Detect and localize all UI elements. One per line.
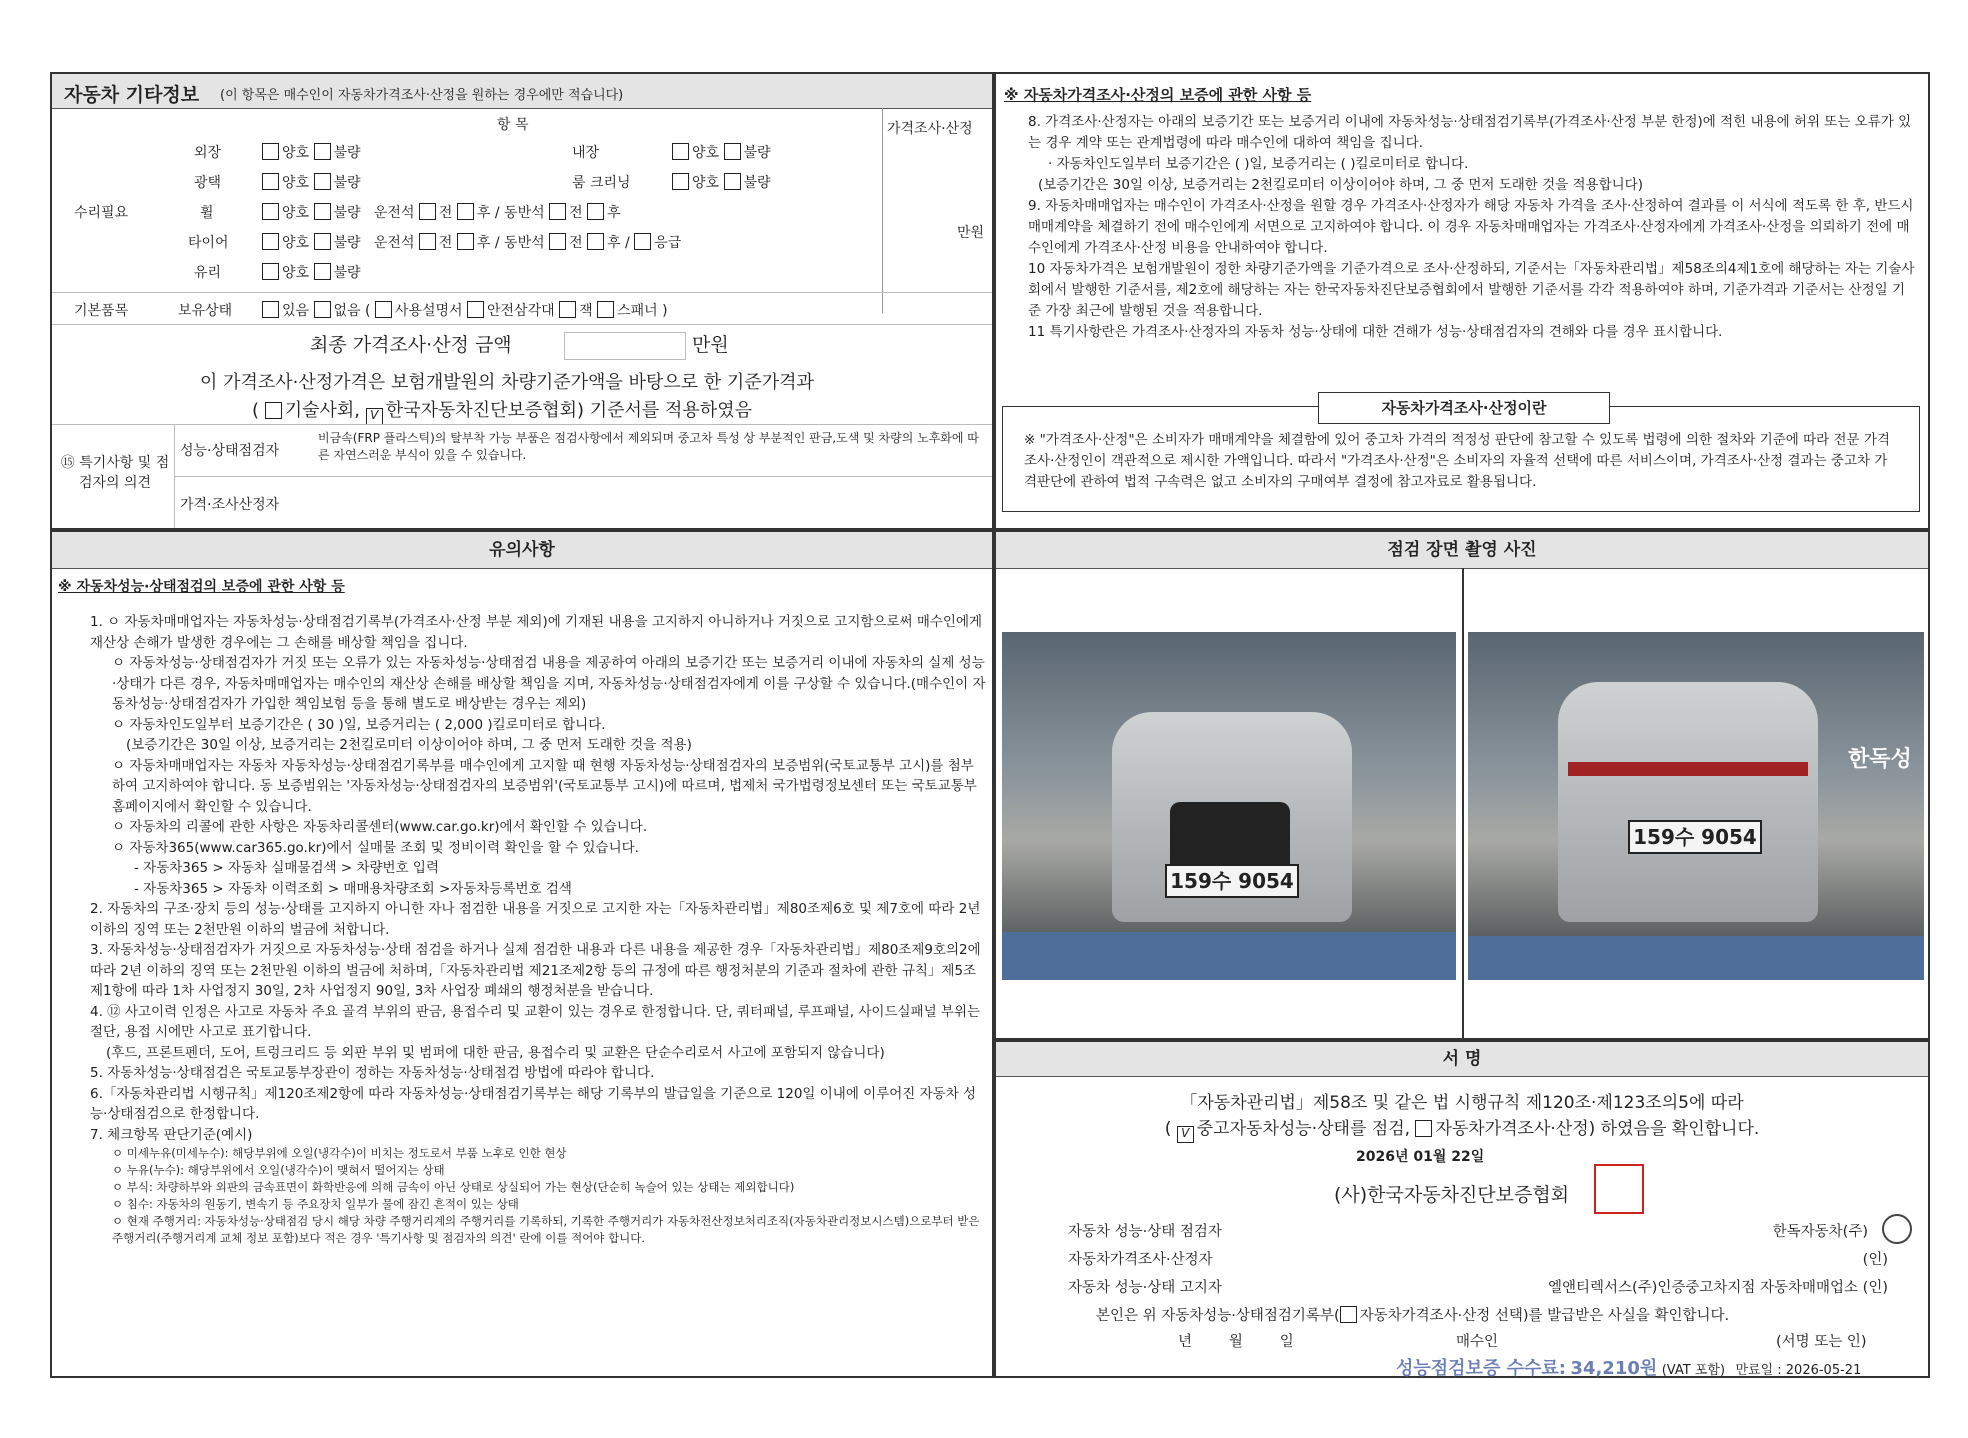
other-info-title: 자동차 기타정보 [64, 84, 200, 106]
repair-label: 수리필요 [74, 205, 129, 221]
final-price-unit: 만원 [692, 334, 729, 356]
fee-label: 성능점검보증 수수료: [1396, 1358, 1566, 1379]
basic-items-options: 있음 없음 ( 사용설명서 안전삼각대 잭 스패너 ) [262, 300, 668, 320]
inspector-label: 성능·상태점검자 [180, 443, 280, 459]
inspector-note: 비금속(FRP 플라스틱)의 탈부착 가능 부품은 점검사항에서 제외되며 중고차 특성 상 부분적인 판금,도색 및 차량의 노후화에 따른 자연스러운 부식이 있을 수 있습니다. [318, 431, 979, 462]
price-header: 가격조사·산정 [887, 121, 973, 137]
price-guarantee-title: ※ 자동차가격조사·산정의 보증에 관한 사항 등 [1004, 86, 1312, 104]
price-definition-text: ※ "가격조사·산정"은 소비자가 매매계약을 체결함에 있어 중고차 가격의 적정성 판단에 참고할 수 있도록 법령에 의한 절차와 기준에 따라 전문 가격조사·산정인이 객관적으로 제시한 가액입니다. 따라서 "가격조사·산정"은 소비자의 자율적 선택에 따른 서비스이며, 가격조사·산정 결과는 중고차 가격판단에 관하여 법적 구속력은 없고 소비자의 구매여부 결정에 참고자료로 활용됩니다. [1024, 432, 1890, 490]
association-seal [1594, 1164, 1644, 1214]
expiry: 만료일 : 2026-05-21 [1735, 1363, 1862, 1378]
final-price-label: 최종 가격조사·산정 금액 [310, 334, 512, 356]
price-definition-title: 자동차가격조사·산정이란 [1318, 392, 1610, 424]
notice-items: 1. ㅇ 자동차매매업자는 자동차성능·상태점검기록부(가격조사·산정 부분 제외)에 기재된 내용을 고지하지 아니하거나 거짓으로 고지함으로써 매수인에게 재산상 손해가 발생한 경우에는 그 손해를 배상할 책임을 집니다. ㅇ 자동차성능·상태점검자가 거짓 또는 오류가 있는 자동차성능·상태점검 내용을 제공하여 아래의 보증기간 또는 보증거리 이내에 자동차의 실제 성능·상태가 다른 경우, 자동차매매업자는 매수인의 재산상 손해를 배상할 책임을 지며, 자동차성능·상태점검자에게 이를 구상할 수 있습니다.(매수인이 자동차성능·상태점검자가 가입한 책임보험 등을 통해 별도로 배상받는 경우는 제외) ㅇ 자동차인도일부터 보증기간은 ( 30 )일, 보증거리는 ( 2,000 )킬로미터로 합니다. (보증기간은 30일 이상, 보증거리는 2천킬로미터 이상이어야 하며, 그 중 먼저 도래한 것을 적용) ㅇ 자동차매매업자는 자동차 자동차성능·상태점검기록부를 매수인에게 고지할 때 현행 자동차성능·상태점검자의 보증범위(국토교통부 고시)를 첨부하여 고지하여야 합니다. 동 보증범위는 '자동차성능·상태점검자의 보증범위'(국토교통부 고시)에 따르며, 법제처 국가법령정보센터 또는 국토교통부 홈페이지에서 확인할 수 있습니다. ㅇ 자동차의 리콜에 관한 사항은 자동차리콜센터(www.car.go.kr)에서 확인할 수 있습니다. ㅇ 자동차365(www.car365.go.kr)에서 실매물 조회 및 정비이력 확인을 할 수 있습니다. - 자동차365 > 자동차 실매물검색 > 차량번호 입력 - 자동차365 > 자동차 이력조회 > 매매용차량조회 >자동차등록번호 검색 2. 자동차의 구조·장치 등의 성능·상태를 고지하지 아니한 자나 점검한 내용을 거짓으로 고지한 자는「자동차관리법」제80조제6호 및 제7호에 따라 2년 이하의 징역 또는 2천만원 이하의 벌금에 처합니다. 3. 자동차성능·상태점검자가 거짓으로 자동차성능·상태 점검을 하거나 실제 점검한 내용과 다른 내용을 제공한 경우「자동차관리법」제80조제9호의2에 따라 2년 이하의 징역 또는 2천만원 이하의 벌금에 처하며,「자동차관리법 제21조제2항 등의 규정에 따른 행정처분의 기준과 절차에 관한 규칙」제5조제1항에 따라 1차 사업정지 30일, 2차 사업정지 90일, 3차 사업장 폐쇄의 행정처분을 받습니다. 4. ⑫ 사고이력 인정은 사고로 자동차 주요 골격 부위의 판금, 용접수리 및 교환이 있는 경우로 한정합니다. 단, 쿼터패널, 루프패널, 사이드실패널 부위는 절단, 용접 시에만 사고로 표기합니다. (후드, 프론트펜더, 도어, 트렁크리드 등 외판 부위 및 범퍼에 대한 판금, 용접수리 및 교환은 단순수리로서 사고에 포함되지 않습니다) 5. 자동차성능·상태점검은 국토교통부장관이 정하는 자동차성능·상태점검 방법에 따라야 합니다. 6.「자동차관리법 시행규칙」제120조제2항에 따라 자동차성능·상태점검기록부는 해당 기록부의 발급일을 기준으로 120일 이내에 이루어진 자동차 성능·상태점검으로 한정합니다. 7. 체크항목 판단기준(예시) ㅇ 미세누유(미세누수): 해당부위에 오일(냉각수)이 비치는 정도로서 부품 노후로 인한 현상 ㅇ 누유(누수): 해당부위에서 오일(냉각수)이 맺혀서 떨어지는 상태 ㅇ 부식: 차량하부와 외판의 금속표면이 화학반응에 의해 금속이 아닌 상태로 상실되어 가는 현상(단순히 녹슬어 있는 상태는 제외합니다) ㅇ 침수: 자동차의 원동기, 변속기 등 주요장치 일부가 물에 잠긴 흔적이 있는 상태 ㅇ 현재 주행거리: 자동차성능·상태점검 당시 해당 차량 주행거리계의 주행거리를 기록하되, 기록한 주행거리가 자동차전산정보처리조직(자동차관리정보시스템)으로부터 받은 주행거리(주행거리계 교체 정보 포함)보다 적은 경우 '특기사항 및 점검자의 의견' 란에 이를 적어야 합니다. [90, 614, 986, 1245]
signature-title: 서 명 [996, 1042, 1928, 1077]
association-name: (사)한국자동차진단보증협회 [1334, 1184, 1570, 1206]
signature-panel [994, 1040, 1930, 1378]
photo-title: 점검 장면 촬영 사진 [996, 532, 1928, 569]
price-guarantee-items: 8. 가격조사·산정자는 아래의 보증기간 또는 보증거리 이내에 자동차성능·상태점검기록부(가격조사·산정 부분 한정)에 적힌 내용에 허위 또는 오류가 있는 경우 계약 또는 관계법령에 따라 매수인에 대하여 책임을 집니다. · 자동차인도일부터 보증기간은 ( )일, 보증거리는 ( )킬로미터로 합니다. (보증기간은 30일 이상, 보증거리는 2천킬로미터 이상이어야 하며, 그 중 먼저 도래한 것을 적용합니다) 9. 자동차매매업자는 매수인이 가격조사·산정을 원할 경우 가격조사·산정자가 해당 자동차 가격을 조사·산정하여 결과를 이 서식에 적도록 한 후, 반드시 매매계약을 체결하기 전에 매수인에게 서면으로 고지하여야 합니다. 이 경우 자동차매매업자는 가격조사·산정자에게 가격조사·산정을 의뢰하기 전에 매수인에게 가격조사·산정 비용을 안내하여야 합니다. 10 자동차가격은 보험개발원이 정한 차량기준가액을 기준가격으로 조사·산정하되, 기준서는「자동차관리법」제58조의4제1호에 해당하는 자는 기술사회에서 발행한 기준서를, 제2호에 해당하는 자는 한국자동차진단보증협회에서 발행한 기준서를 각각 적용하여야 하며, 기준가격과 기준서는 산정일 기준 가장 최근에 발행된 것을 적용합니다. 11 특기사항란은 가격조사·산정자의 자동차 성능·상태에 대한 견해가 성능·상태점검자의 견해와 다를 경우 표시합니다. [1028, 114, 1915, 340]
rear-car-photo [1468, 632, 1924, 980]
confirm-text: 본인은 위 자동차성능·상태점검기록부( 자동차가격조사·산정 선택)를 발급받은 사실을 확인합니다. [1096, 1308, 1730, 1324]
buyer-label: 매수인 [1456, 1334, 1499, 1350]
front-car-photo [1002, 632, 1456, 980]
sign-line-2: ( V 중고자동차성능·상태를 점검, 자동차가격조사·산정) 하였음을 확인합니다. [996, 1114, 1928, 1143]
front-plate: 159수 9054 [1165, 864, 1299, 898]
item-header: 항 목 [497, 117, 529, 133]
criteria-item: ㅇ 미세누유(미세누수): 해당부위에 오일(냉각수)이 비치는 정도로서 부품 노후로 인한 현상 [112, 1146, 567, 1160]
basic-state-label: 보유상태 [178, 303, 233, 319]
basic-items-label: 기본품목 [74, 303, 129, 319]
inspector-seal [1882, 1214, 1912, 1244]
criteria-item: ㅇ 부식: 차량하부와 외판의 금속표면이 화학반응에 의해 금속이 아닌 상태로 상실되어 가는 현상(단순히 녹슬어 있는 상태는 제외합니다) [112, 1180, 795, 1194]
buyer-sign: (서명 또는 인) [1776, 1334, 1867, 1350]
fee-row [1396, 1354, 1861, 1380]
rear-sign: 한독성 [1848, 747, 1912, 772]
criteria-item: ㅇ 누유(누수): 해당부위에서 오일(냉각수)이 맺혀서 떨어지는 상태 [112, 1163, 445, 1177]
other-info-panel: 자동차 기타정보 (이 항목은 매수인이 자동차가격조사·산정을 원하는 경우에만 적습니다) 항 목 가격조사·산정 수리필요 외장 양호 불량 내장 양호 불량 광택 양호 불량 룸 크리닝 양호 불량 휠 양호 불량 운전석 전 후 / 동반석 전 후 타이어 양호 불량 운전석 전 후 / 동반석 전 후 / 응급 유리 양호 불량 만원 기본품목 보유상태 있음 없음 ( 사용설명서 안전삼각대 잭 스패너 ) 최종 가격조사·산정 금액 만원 이 가격조사·산정가격은 보험개발원의 차량기준가액을 바탕으로 한 기준가격과 ( 기술사회, V 한국자동차진단보증협회) 기준서를 적용하였음 ⑮ 특기사항 및 점검자의 의견 성능·상태점검자 비금속(FRP 플라스틱)의 탈부착 가능 부품은 점검사항에서 제외되며 중고차 특성 상 부분적인 판금,도색 및 차량의 노후화에 따른 자연스러운 부식이 있을 수 있습니다. 가격·조사산정자 [50, 72, 994, 530]
buyer-date: 년 월 일 [1178, 1334, 1294, 1350]
fee-vat: (VAT 포함) [1661, 1363, 1726, 1378]
sign-row: 자동차 성능·상태 점검자 한독자동차(주) [1068, 1224, 1868, 1240]
rear-plate: 159수 9054 [1628, 820, 1762, 854]
sign-line-1: 「자동차관리법」제58조 및 같은 법 시행규칙 제120조·제123조의5에 따라 [1180, 1093, 1744, 1113]
basis-line-2: ( 기술사회, V 한국자동차진단보증협회) 기준서를 적용하였음 [252, 396, 752, 425]
price-guarantee-panel [994, 72, 1930, 530]
price-inspector-label: 가격·조사산정자 [180, 497, 280, 513]
notice-title: 유의사항 [52, 532, 992, 569]
price-unit: 만원 [957, 225, 985, 241]
special-label: ⑮ 특기사항 및 점검자의 의견 [60, 455, 170, 491]
sign-row: 자동차가격조사·산정자 (인) [1068, 1252, 1888, 1268]
other-info-subtitle: (이 항목은 매수인이 자동차가격조사·산정을 원하는 경우에만 적습니다) [220, 88, 624, 103]
photo-panel [994, 530, 1930, 1040]
notice-panel [50, 530, 994, 1378]
criteria-item: ㅇ 침수: 자동차의 원동기, 변속기 등 주요장치 일부가 물에 잠긴 흔적이 있는 상태 [112, 1197, 519, 1211]
criteria-item: ㅇ 현재 주행거리: 자동차성능·상태점검 당시 해당 차량 주행거리계의 주행거리를 기록하되, 기록한 주행거리가 자동차전산정보처리조직(자동차관리정보시스템)으로부터 받은 주행거리(주행거리계 교체 정보 포함)보다 적은 경우 '특기사항 및 점검자의 의견' 란에 이를 적어야 합니다. [112, 1214, 980, 1245]
fee-value: 34,210원 [1570, 1358, 1658, 1379]
sign-date: 2026년 01월 22일 [1356, 1149, 1485, 1165]
basis-line-1: 이 가격조사·산정가격은 보험개발원의 차량기준가액을 바탕으로 한 기준가격과 [200, 372, 814, 393]
notice-subtitle: ※ 자동차성능·상태점검의 보증에 관한 사항 등 [58, 579, 345, 595]
sign-row: 자동차 성능·상태 고지자 엘앤티렉서스(주)인증중고차지점 자동차매매업소 (인) [1068, 1280, 1888, 1296]
